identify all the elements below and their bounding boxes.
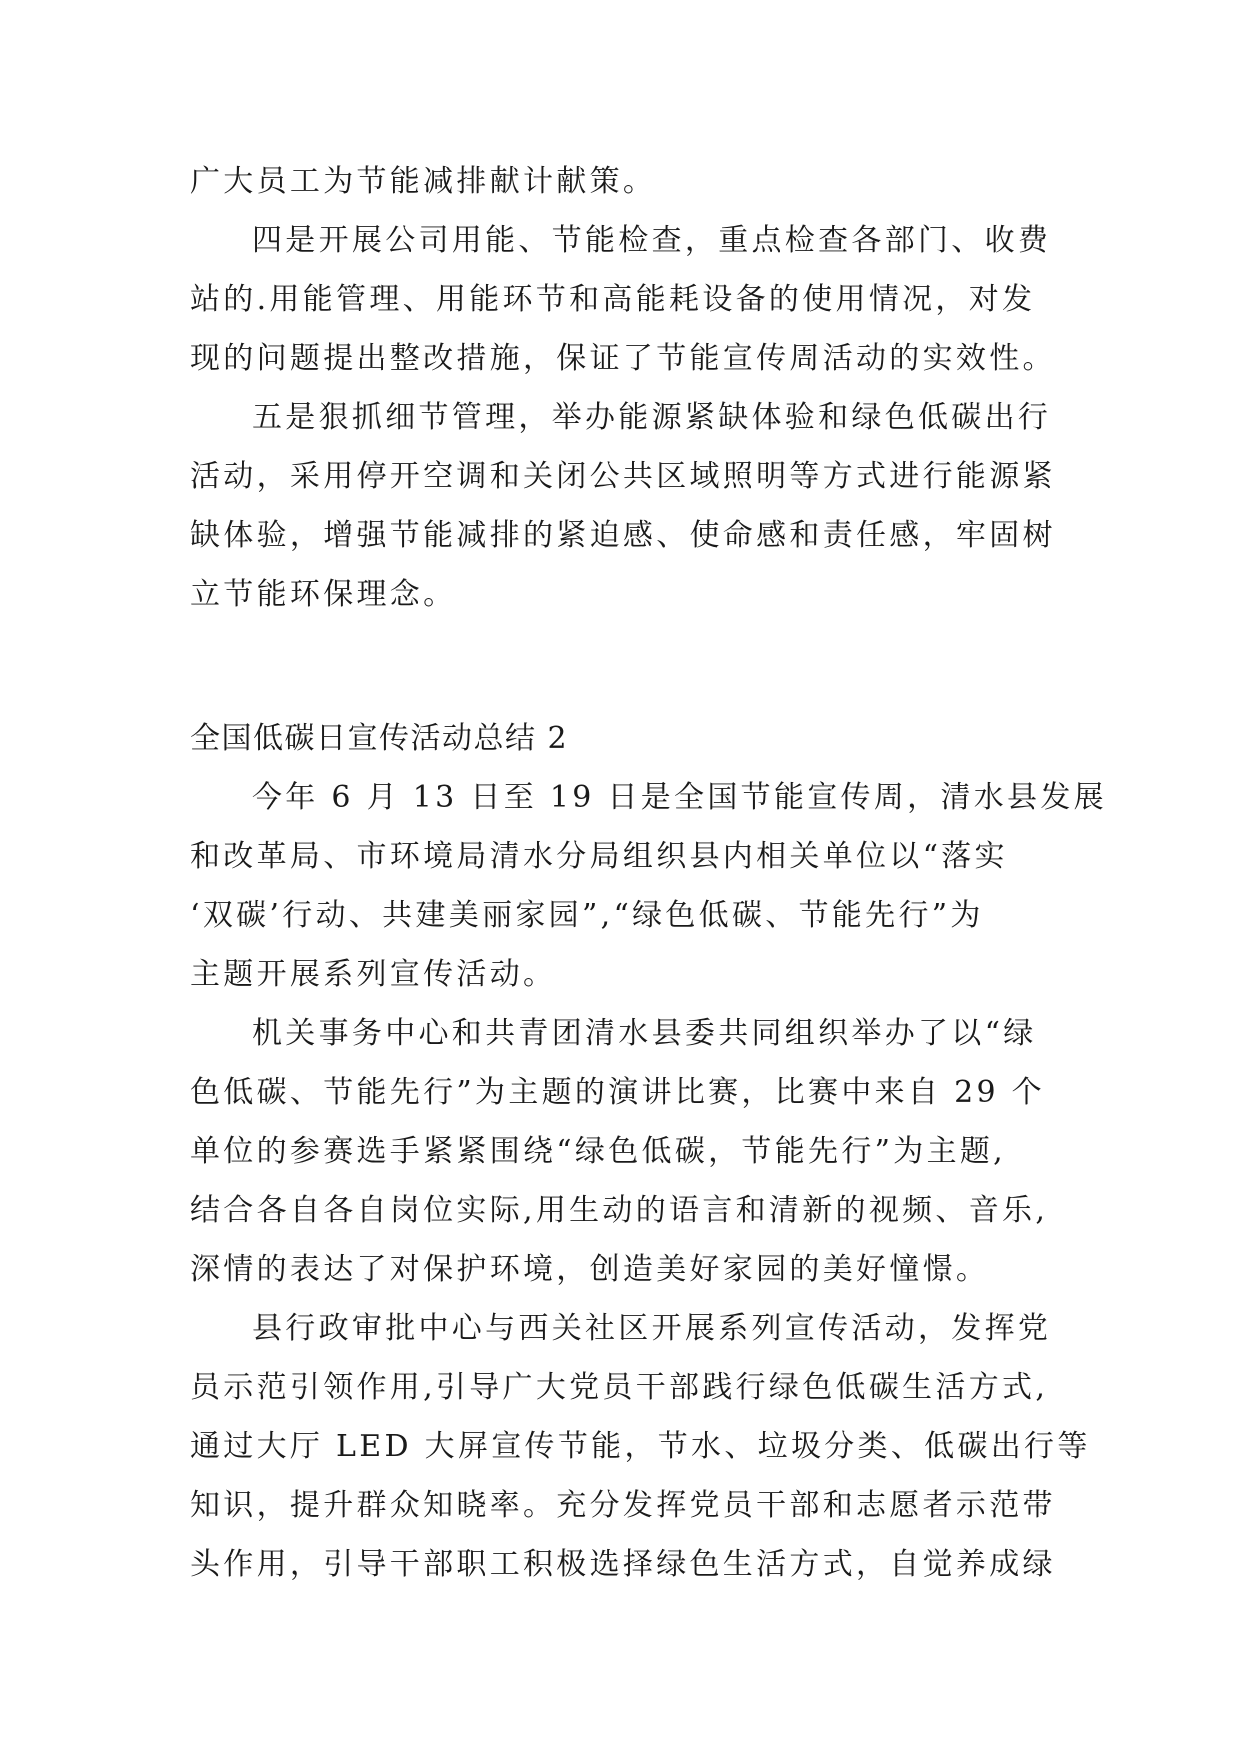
text-line: 缺体验，增强节能减排的紧迫感、使命感和责任感，牢固树: [190, 518, 1056, 553]
section-title: 全国低碳日宣传活动总结 2: [190, 721, 569, 756]
paragraph-first-line: 县行政审批中心与西关社区开展系列宣传活动，发挥党: [252, 1311, 1052, 1346]
text-line: 头作用，引导干部职工积极选择绿色生活方式，自觉养成绿: [190, 1547, 1056, 1582]
document-page: [190, 152, 1107, 1594]
text-line: 结合各自各自岗位实际,用生动的语言和清新的视频、音乐,: [190, 1193, 1049, 1228]
text-line: 员示范引领作用,引导广大党员干部践行绿色低碳生活方式,: [190, 1370, 1049, 1405]
text-line: 活动，采用停开空调和关闭公共区域照明等方式进行能源紧: [190, 459, 1056, 494]
text-line: 深情的表达了对保护环境，创造美好家园的美好憧憬。: [190, 1252, 990, 1287]
text-line: 现的问题提出整改措施，保证了节能宣传周活动的实效性。: [190, 341, 1056, 376]
text-line: 通过大厅 LED 大屏宣传节能，节水、垃圾分类、低碳出行等: [190, 1429, 1091, 1464]
text-line: ‘双碳’行动、共建美丽家园”,“绿色低碳、节能先行”为: [190, 898, 984, 933]
text-line: 站的.用能管理、用能环节和高能耗设备的使用情况，对发: [190, 282, 1036, 317]
text-line: 主题开展系列宣传活动。: [190, 957, 557, 992]
paragraph-first-line: 四是开展公司用能、节能检查，重点检查各部门、收费: [252, 223, 1052, 258]
paragraph-first-line: 五是狠抓细节管理，举办能源紧缺体验和绿色低碳出行: [252, 400, 1052, 435]
text-line: 和改革局、市环境局清水分局组织县内相关单位以“落实: [190, 839, 1008, 874]
paragraph-first-line: 机关事务中心和共青团清水县委共同组织举办了以“绿: [252, 1016, 1037, 1051]
paragraph-first-line: 今年 6 月 13 日至 19 日是全国节能宣传周，清水县发展: [252, 780, 1107, 815]
section-gap: [190, 624, 1050, 709]
text-line: 广大员工为节能减排献计献策。: [190, 164, 657, 199]
text-line: 立节能环保理念。: [190, 577, 457, 612]
text-line: 知识，提升群众知晓率。充分发挥党员干部和志愿者示范带: [190, 1488, 1056, 1523]
text-line: 单位的参赛选手紧紧围绕“绿色低碳，节能先行”为主题,: [190, 1134, 1007, 1169]
text-line: 色低碳、节能先行”为主题的演讲比赛，比赛中来自 29 个: [190, 1075, 1045, 1110]
